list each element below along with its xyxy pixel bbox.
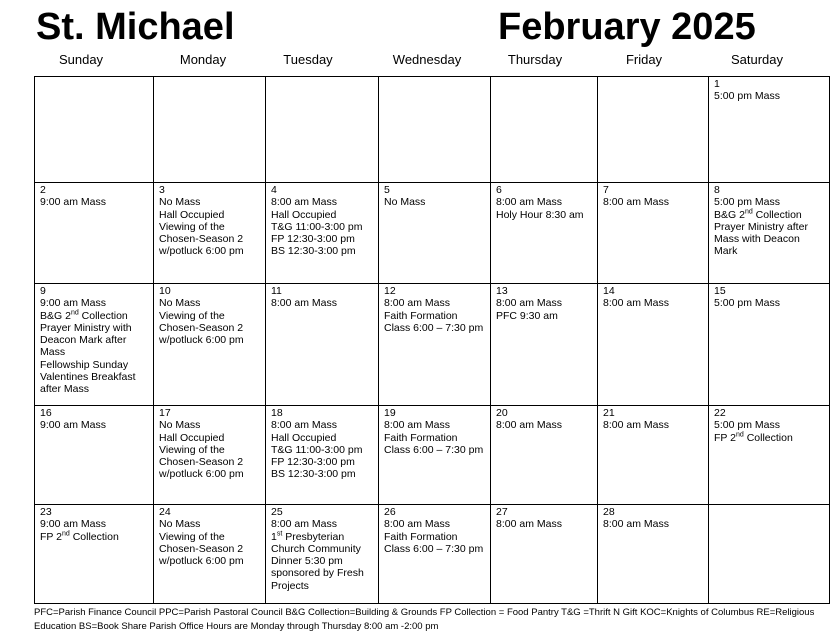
empty-day-cell [597, 76, 709, 183]
event-line: No Mass [384, 196, 426, 209]
event-line: Projects [271, 579, 309, 592]
event-line: FP 2nd Collection [40, 530, 119, 543]
day-number: 3 [159, 184, 165, 196]
day-cell-11 [265, 283, 379, 406]
day-cell-24 [153, 504, 266, 604]
day-cell-9 [34, 283, 154, 406]
day-cell-1 [708, 76, 830, 183]
day-number: 26 [384, 506, 396, 518]
event-line: 8:00 am Mass [384, 518, 450, 531]
event-line: Chosen-Season 2 [159, 321, 244, 334]
event-line: Mass [40, 346, 66, 359]
event-line: w/potluck 6:00 pm [159, 468, 244, 481]
parish-title: St. Michael [36, 6, 235, 48]
event-line: B&G 2nd Collection [40, 309, 128, 322]
event-line: BS 12:30-3:00 pm [271, 245, 356, 258]
day-number: 4 [271, 184, 277, 196]
weekday-wednesday: Wednesday [392, 52, 462, 67]
event-line: No Mass [159, 297, 201, 310]
event-line: 8:00 am Mass [271, 518, 337, 531]
event-line: Chosen-Season 2 [159, 542, 244, 555]
empty-day-cell [34, 76, 154, 183]
event-line: 1st Presbyterian [271, 530, 345, 543]
legend-footer: PFC=Parish Finance Council PPC=Parish Pastoral Council B&G Collection=Building & Grounds FP Collection = Food Pantry T&G =Thrift N Gift KOC=Knights of Columbus RE=Religious Education BS=Book Share Parish Office Hours are Monday through Thursday 8:00 am -2:00 pm [34, 607, 815, 632]
event-line: 9:00 am Mass [40, 419, 106, 432]
event-line: FP 12:30-3:00 pm [271, 456, 355, 469]
event-line: 8:00 am Mass [384, 297, 450, 310]
event-line: 8:00 am Mass [496, 518, 562, 531]
event-line: w/potluck 6:00 pm [159, 334, 244, 347]
event-line: Chosen-Season 2 [159, 233, 244, 246]
weekday-saturday: Saturday [730, 52, 784, 67]
day-number: 17 [159, 407, 171, 419]
event-line: Mark [714, 245, 738, 258]
day-number: 6 [496, 184, 502, 196]
day-number: 5 [384, 184, 390, 196]
day-cell-17 [153, 405, 266, 505]
day-number: 9 [40, 285, 46, 297]
day-number: 18 [271, 407, 283, 419]
empty-day-cell [378, 76, 491, 183]
event-line: 8:00 am Mass [603, 419, 669, 432]
day-number: 22 [714, 407, 726, 419]
weekday-friday: Friday [625, 52, 663, 67]
month-title: February 2025 [498, 6, 756, 48]
event-line: 5:00 pm Mass [714, 196, 780, 209]
day-number: 19 [384, 407, 396, 419]
day-cell-14 [597, 283, 709, 406]
event-line: PFC 9:30 am [496, 309, 558, 322]
day-number: 23 [40, 506, 52, 518]
empty-day-cell [490, 76, 598, 183]
day-cell-6 [490, 182, 598, 284]
empty-day-cell [265, 76, 379, 183]
day-number: 13 [496, 285, 508, 297]
day-cell-13 [490, 283, 598, 406]
event-line: Prayer Ministry after [714, 220, 808, 233]
event-line: Fellowship Sunday [40, 358, 129, 371]
day-number: 15 [714, 285, 726, 297]
event-line: Viewing of the [159, 220, 225, 233]
event-line: Prayer Ministry with [40, 321, 132, 334]
day-number: 7 [603, 184, 609, 196]
event-line: Holy Hour 8:30 am [496, 208, 584, 221]
event-line: T&G 11:00-3:00 pm [271, 220, 363, 233]
weekday-sunday: Sunday [58, 52, 104, 67]
event-line: Faith Formation [384, 431, 458, 444]
day-cell-22 [708, 405, 830, 505]
weekday-thursday: Thursday [507, 52, 563, 67]
day-cell-4 [265, 182, 379, 284]
event-line: w/potluck 6:00 pm [159, 245, 244, 258]
empty-day-cell [153, 76, 266, 183]
event-line: 8:00 am Mass [603, 196, 669, 209]
day-cell-25 [265, 504, 379, 604]
event-line: 9:00 am Mass [40, 518, 106, 531]
event-line: Class 6:00 – 7:30 pm [384, 542, 484, 555]
event-line: No Mass [159, 518, 201, 531]
event-line: 8:00 am Mass [603, 297, 669, 310]
event-line: 5:00 pm Mass [714, 419, 780, 432]
day-number: 10 [159, 285, 171, 297]
event-line: 8:00 am Mass [496, 297, 562, 310]
event-line: after Mass [40, 383, 90, 396]
day-cell-2 [34, 182, 154, 284]
event-line: 8:00 am Mass [271, 196, 337, 209]
day-number: 27 [496, 506, 508, 518]
event-line: No Mass [159, 419, 201, 432]
event-line: Valentines Breakfast [40, 371, 136, 384]
event-line: B&G 2nd Collection [714, 208, 802, 221]
event-line: Dinner 5:30 pm [271, 555, 343, 568]
event-line: 8:00 am Mass [603, 518, 669, 531]
weekday-tuesday: Tuesday [283, 52, 333, 67]
event-line: 8:00 am Mass [271, 297, 337, 310]
day-number: 21 [603, 407, 615, 419]
event-line: w/potluck 6:00 pm [159, 555, 244, 568]
day-number: 28 [603, 506, 615, 518]
event-line: 5:00 pm Mass [714, 90, 780, 103]
event-line: Viewing of the [159, 530, 225, 543]
event-line: 8:00 am Mass [384, 419, 450, 432]
event-line: 8:00 am Mass [271, 419, 337, 432]
day-cell-10 [153, 283, 266, 406]
day-cell-12 [378, 283, 491, 406]
day-number: 8 [714, 184, 720, 196]
day-cell-3 [153, 182, 266, 284]
event-line: 9:00 am Mass [40, 297, 106, 310]
event-line: Class 6:00 – 7:30 pm [384, 321, 484, 334]
day-cell-26 [378, 504, 491, 604]
event-line: Chosen-Season 2 [159, 456, 244, 469]
event-line: 8:00 am Mass [496, 419, 562, 432]
event-line: Mass with Deacon [714, 233, 800, 246]
day-number: 25 [271, 506, 283, 518]
event-line: 9:00 am Mass [40, 196, 106, 209]
event-line: Hall Occupied [271, 208, 337, 221]
day-number: 24 [159, 506, 171, 518]
day-cell-27 [490, 504, 598, 604]
day-cell-21 [597, 405, 709, 505]
day-number: 1 [714, 78, 720, 90]
day-cell-16 [34, 405, 154, 505]
event-line: 5:00 pm Mass [714, 297, 780, 310]
empty-day-cell [708, 504, 830, 604]
day-cell-8 [708, 182, 830, 284]
event-line: sponsored by Fresh [271, 567, 364, 580]
day-number: 20 [496, 407, 508, 419]
day-cell-18 [265, 405, 379, 505]
event-line: Church Community [271, 542, 361, 555]
event-line: Class 6:00 – 7:30 pm [384, 443, 484, 456]
event-line: Viewing of the [159, 443, 225, 456]
event-line: No Mass [159, 196, 201, 209]
event-line: BS 12:30-3:00 pm [271, 468, 356, 481]
day-cell-15 [708, 283, 830, 406]
weekday-monday: Monday [179, 52, 227, 67]
day-cell-5 [378, 182, 491, 284]
day-cell-19 [378, 405, 491, 505]
day-number: 2 [40, 184, 46, 196]
event-line: Hall Occupied [271, 431, 337, 444]
event-line: Viewing of the [159, 309, 225, 322]
event-line: FP 2nd Collection [714, 431, 793, 444]
event-line: Faith Formation [384, 309, 458, 322]
day-number: 12 [384, 285, 396, 297]
calendar-grid [34, 76, 829, 603]
day-cell-7 [597, 182, 709, 284]
event-line: Faith Formation [384, 530, 458, 543]
day-cell-28 [597, 504, 709, 604]
event-line: 8:00 am Mass [496, 196, 562, 209]
event-line: Hall Occupied [159, 431, 225, 444]
day-number: 16 [40, 407, 52, 419]
event-line: T&G 11:00-3:00 pm [271, 443, 363, 456]
day-number: 14 [603, 285, 615, 297]
day-number: 11 [271, 285, 282, 297]
event-line: FP 12:30-3:00 pm [271, 233, 355, 246]
day-cell-23 [34, 504, 154, 604]
event-line: Hall Occupied [159, 208, 225, 221]
event-line: Deacon Mark after [40, 334, 127, 347]
day-cell-20 [490, 405, 598, 505]
